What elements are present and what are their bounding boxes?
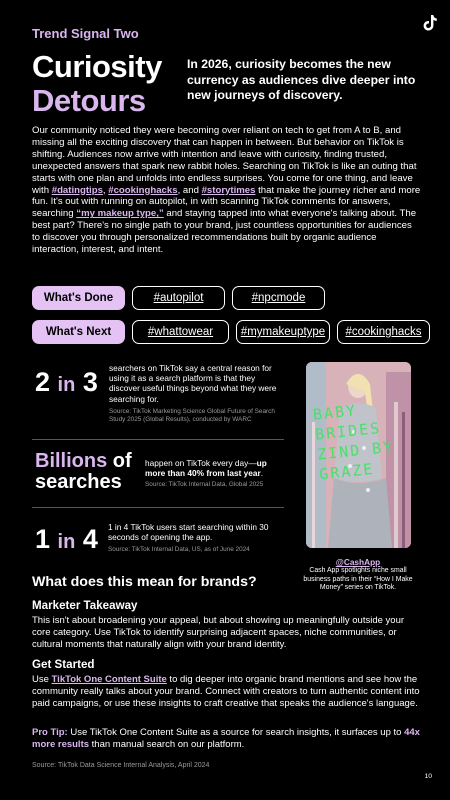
body-sep: , — [102, 184, 106, 196]
stat-3-source: Source: TikTok Internal Data, US, as of June 2024 — [108, 546, 250, 553]
stat-2-text-c: . — [260, 468, 264, 479]
tiktok-logo-icon — [422, 14, 438, 32]
get-started-post: to dig deeper into organic brand mentions and see how the community really talks about your brand. Connect with creators to turn authentic content into paid campaigns, or use these insights to craft creative that speaks the audience's language. — [32, 674, 420, 709]
get-started-text — [32, 674, 422, 710]
tag-mymakeuptype[interactable]: #mymakeuptype — [236, 320, 330, 344]
stat-num: 1 — [35, 524, 51, 554]
footer-source: Source: TikTok Data Science Internal Analysis, April 2024 — [32, 762, 210, 769]
body-text-2: that make the journey richer and more fun. It's out with running on autopilot, in with scanning TikTok comments for answers, searching — [32, 184, 421, 220]
stat-searches: searches — [35, 471, 122, 493]
tag-npcmode[interactable]: #npcmode — [232, 286, 325, 310]
stat-in: in — [57, 374, 76, 396]
hashtag-link-storytimes[interactable]: #storytimes — [201, 184, 256, 196]
stat-2-text-a: happen on TikTok every day— — [145, 458, 257, 468]
pro-tip-label: Pro Tip: — [32, 727, 68, 738]
stat-2-source: Source: TikTok Internal Data, Global 2025 — [145, 481, 264, 488]
body-text-1: Our community noticed they were becoming over reliant on tech to get from A to B, and missing all the exciting discovery that can happen in between. But behavior on TikTok is shifting. Audiences now arrive with intention and leave with curiosity, finding trusted, unexpected answers that spark new rabbit holes. Searching on TikTok is like an outing that starts with one plan and unfolds into endless surprises. You come for one thing, and leave with — [32, 125, 417, 196]
lede-text: In 2026, curiosity becomes the new currency as audiences dive deeper into new journeys of discovery. — [187, 57, 416, 102]
stat-num: 2 — [35, 367, 51, 397]
stat-2-in-3 — [35, 368, 98, 399]
stat-in: in — [57, 531, 76, 553]
stat-3-text: 1 in 4 TikTok users start searching within 30 seconds of opening the app. — [108, 522, 269, 543]
marketer-takeaway-heading: Marketer Takeaway — [32, 599, 138, 612]
stat-num: 3 — [82, 367, 98, 397]
hashtag-link-cookinghacks[interactable]: #cookinghacks — [108, 184, 178, 196]
stat-1-source: Source: TikTok Marketing Science Global Future of Search Study 2025 (Global Results), conducted by WARC — [109, 408, 275, 423]
title-line-2: Detours — [32, 83, 146, 118]
body-text-mid: , and — [177, 184, 202, 196]
whats-next-label: What's Next — [32, 320, 125, 344]
hashtag-link-datingtips[interactable]: #datingtips — [51, 184, 103, 196]
creator-handle-link[interactable]: @CashApp — [335, 557, 381, 567]
stat-2-text — [145, 458, 285, 478]
brands-heading: What does this mean for brands? — [32, 574, 257, 590]
tag-whattowear[interactable]: #whattowear — [132, 320, 229, 344]
divider — [32, 507, 284, 508]
page-title — [32, 50, 162, 118]
content-suite-link[interactable]: TikTok One Content Suite — [51, 674, 167, 685]
stat-of: of — [112, 450, 132, 472]
tag-autopilot[interactable]: #autopilot — [132, 286, 225, 310]
photo-caption: Cash App spotlights niche small business paths in their “How I Make Money” series on TikTok. — [303, 567, 413, 591]
body-paragraph — [32, 125, 422, 256]
get-started-pre: Use — [32, 674, 52, 685]
stat-num: 4 — [82, 524, 98, 554]
quote-link-my-makeup-type[interactable]: “my makeup type,” — [76, 208, 164, 220]
video-overlay-text: BABY BRIDES ZIND BY GRAZE — [312, 401, 396, 484]
stat-1-text: searchers on TikTok say a central reason for using it as a search platform is that they discover useful things beyond what they were searching for. — [109, 363, 277, 404]
pro-tip-text — [32, 727, 422, 751]
section-kicker: Trend Signal Two — [32, 26, 139, 41]
stat-billions — [35, 451, 132, 493]
stat-1-in-4 — [35, 525, 98, 556]
pro-tip-post: than manual search on our platform. — [89, 738, 245, 750]
whats-done-label: What's Done — [32, 286, 125, 310]
creator-video-thumbnail[interactable] — [306, 362, 411, 548]
get-started-heading: Get Started — [32, 658, 95, 671]
stat-billions-word: Billions — [35, 450, 108, 472]
pro-tip-body: Use TikTok One Content Suite as a source for search insights, it surfaces up to — [67, 727, 405, 738]
marketer-takeaway-text: This isn't about broadening your appeal, but about showing up meaningfully outside your core category. Use TikTok to identify surprising adjacent spaces, niche communities, or cultural moments that naturally align with your brand identity. — [32, 615, 405, 650]
page-number: 10 — [424, 773, 432, 780]
body-text-3: and staying tapped into what everyone's talking about. The best part? There's no single path to your brand, just countless opportunities for audiences to discover you through personalized recommendations built by organic audience interaction, interest, and intent. — [32, 208, 417, 256]
divider — [32, 439, 284, 440]
title-line-1: Curiosity — [32, 49, 162, 84]
pro-tip-highlight: 44x more results — [32, 727, 420, 750]
stat-2-text-bold: up more than 40% from last year — [145, 458, 267, 479]
tag-cookinghacks[interactable]: #cookinghacks — [337, 320, 430, 344]
